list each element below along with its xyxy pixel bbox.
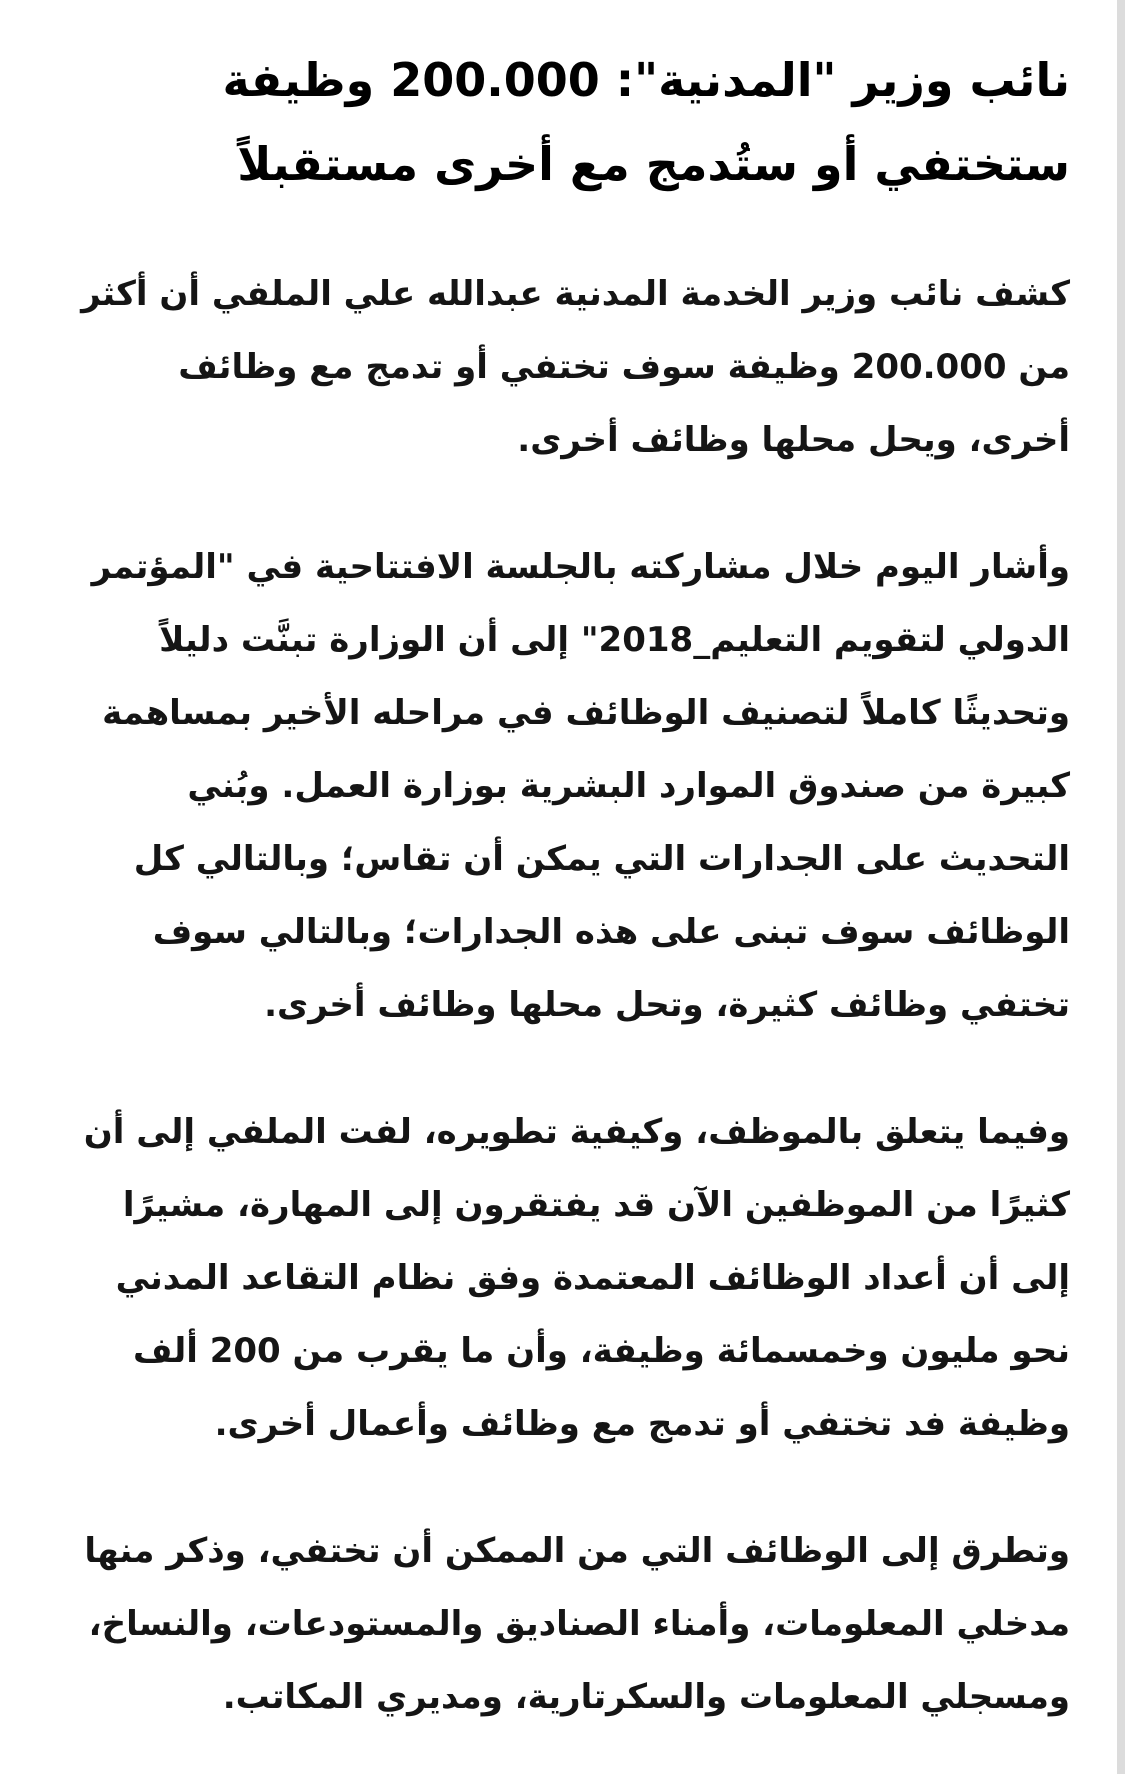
article-paragraph-4: وتطرق إلى الوظائف التي من الممكن أن تختفي، وذكر منها مدخلي المعلومات، وأمناء الصناديق والمستودعات، والنساخ، ومسجلي المعلومات والسكرتارية، ومديري المكاتب. <box>84 1531 1070 1717</box>
article <box>72 38 1070 1788</box>
article-paragraph-2: وأشار اليوم خلال مشاركته بالجلسة الافتتاحية في "المؤتمر الدولي لتقويم التعليم_2018" إلى أن الوزارة تبنَّت دليلاً وتحديثًا كاملاً لتصنيف الوظائف في مراحله الأخير بمساهمة كبيرة من صندوق الموارد البشرية بوزارة العمل. وبُني التحديث على الجدارات التي يمكن أن تقاس؛ وبالتالي كل الوظائف سوف تبنى على هذه الجدارات؛ وبالتالي سوف تختفي وظائف كثيرة، وتحل محلها وظائف أخرى. <box>91 547 1070 1025</box>
article-headline: نائب وزير "المدنية": 200.000 وظيفة ستختفي أو ستُدمج مع أخرى مستقبلاً <box>222 53 1070 191</box>
page-edge <box>1117 0 1125 1774</box>
article-paragraph-1: كشف نائب وزير الخدمة المدنية عبدالله علي الملفي أن أكثر من 200.000 وظيفة سوف تختفي أو تدمج مع وظائف أخرى، ويحل محلها وظائف أخرى. <box>81 274 1070 460</box>
article-paragraph-3: وفيما يتعلق بالموظف، وكيفية تطويره، لفت الملفي إلى أن كثيرًا من الموظفين الآن قد يفتقرون إلى المهارة، مشيرًا إلى أن أعداد الوظائف المعتمدة وفق نظام التقاعد المدني نحو مليون وخمسمائة وظيفة، وأن ما يقرب من 200 ألف وظيفة فد تختفي أو تدمج مع وظائف وأعمال أخرى. <box>83 1112 1070 1444</box>
